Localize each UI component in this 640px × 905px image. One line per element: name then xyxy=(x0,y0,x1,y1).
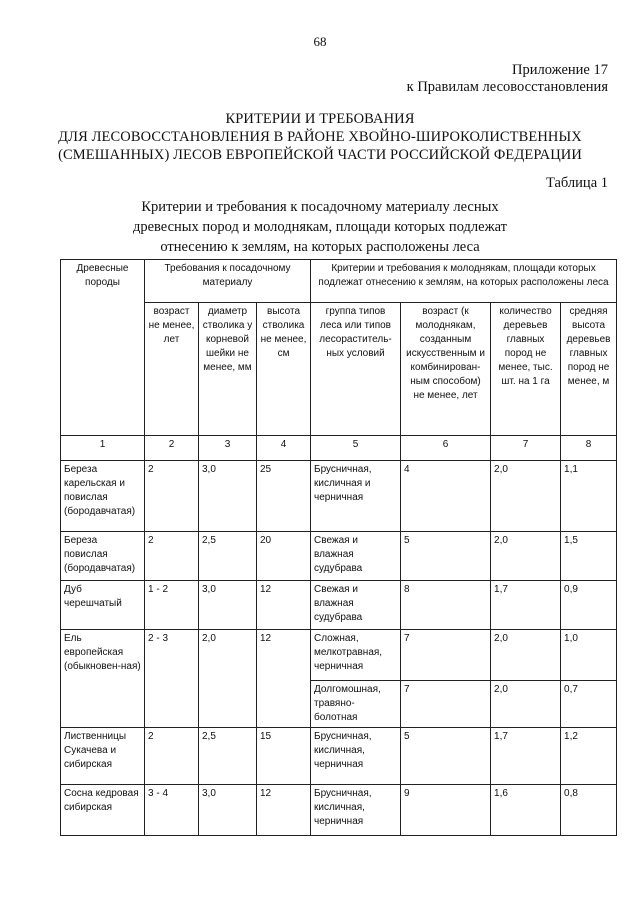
cell-height: 12 xyxy=(257,581,311,630)
cell-diameter: 2,0 xyxy=(199,630,257,728)
table-row xyxy=(61,630,617,681)
cell-age: 2 - 3 xyxy=(145,630,199,728)
cell-tree-count: 1,7 xyxy=(491,728,561,785)
cell-young-age: 9 xyxy=(401,785,491,836)
table-row xyxy=(61,532,617,581)
cell-avg-height: 1,2 xyxy=(561,728,617,785)
title-line-1: КРИТЕРИИ И ТРЕБОВАНИЯ xyxy=(225,111,415,127)
cell-height: 12 xyxy=(257,630,311,728)
column-number: 1 xyxy=(61,436,145,461)
cell-forest-type: Брусничная, кисличная и черничная xyxy=(311,461,401,532)
column-number: 5 xyxy=(311,436,401,461)
cell-forest-type: Долгомошная, травяно-болотная xyxy=(311,681,401,728)
document-title xyxy=(0,110,640,164)
column-number: 3 xyxy=(199,436,257,461)
appendix-line-1: Приложение 17 xyxy=(512,62,608,78)
cell-avg-height: 1,1 xyxy=(561,461,617,532)
cell-diameter: 3,0 xyxy=(199,461,257,532)
cell-diameter: 3,0 xyxy=(199,581,257,630)
cell-species: Ель европейская (обыкновен-ная) xyxy=(61,630,145,728)
header-planting-material: Требования к посадочному материалу xyxy=(145,260,311,303)
header-young-stands: Критерии и требования к молоднякам, площади которых подлежат отнесению к землям, на которых расположены леса xyxy=(311,260,617,303)
cell-height: 15 xyxy=(257,728,311,785)
cell-species: Береза повислая (бородавчатая) xyxy=(61,532,145,581)
cell-age: 2 xyxy=(145,532,199,581)
cell-tree-count: 2,0 xyxy=(491,630,561,681)
subtitle-line-1: Критерии и требования к посадочному материалу лесных xyxy=(141,199,499,215)
cell-diameter: 2,5 xyxy=(199,728,257,785)
subtitle-line-3: отнесению к землям, на которых расположены леса xyxy=(160,239,480,255)
table-row xyxy=(61,785,617,836)
cell-age: 2 xyxy=(145,461,199,532)
title-line-3: (СМЕШАННЫХ) ЛЕСОВ ЕВРОПЕЙСКОЙ ЧАСТИ РОССИЙСКОЙ ФЕДЕРАЦИИ xyxy=(58,147,582,163)
appendix-line-2: к Правилам лесовосстановления xyxy=(406,79,608,95)
table-label: Таблица 1 xyxy=(545,175,608,191)
table-row xyxy=(61,728,617,785)
cell-young-age: 5 xyxy=(401,532,491,581)
cell-diameter: 3,0 xyxy=(199,785,257,836)
column-number: 2 xyxy=(145,436,199,461)
cell-forest-type: Сложная, мелкотравная, черничная xyxy=(311,630,401,681)
column-number: 7 xyxy=(491,436,561,461)
cell-avg-height: 0,8 xyxy=(561,785,617,836)
subheader-age: возраст не менее, лет xyxy=(145,303,199,436)
cell-tree-count: 2,0 xyxy=(491,681,561,728)
appendix-note xyxy=(407,62,608,96)
header-species: Древесные породы xyxy=(61,260,145,436)
column-number: 4 xyxy=(257,436,311,461)
cell-age: 2 xyxy=(145,728,199,785)
subheader-avg-height: средняя высота деревьев главных пород не менее, м xyxy=(561,303,617,436)
cell-tree-count: 2,0 xyxy=(491,532,561,581)
cell-age: 3 - 4 xyxy=(145,785,199,836)
cell-height: 25 xyxy=(257,461,311,532)
cell-species: Дуб черешчатый xyxy=(61,581,145,630)
subheader-diameter: диаметр стволика у корневой шейки не менее, мм xyxy=(199,303,257,436)
column-number: 8 xyxy=(561,436,617,461)
cell-species: Береза карельская и повислая (бородавчатая) xyxy=(61,461,145,532)
cell-young-age: 7 xyxy=(401,681,491,728)
table-subtitle xyxy=(0,197,640,257)
cell-forest-type: Брусничная, кисличная, черничная xyxy=(311,785,401,836)
cell-young-age: 8 xyxy=(401,581,491,630)
cell-height: 12 xyxy=(257,785,311,836)
cell-forest-type: Брусничная, кисличная, черничная xyxy=(311,728,401,785)
subheader-tree-count: количество деревьев главных пород не менее, тыс. шт. на 1 га xyxy=(491,303,561,436)
page-number: 68 xyxy=(313,34,327,49)
column-number-row xyxy=(61,436,617,461)
cell-forest-type: Свежая и влажная судубрава xyxy=(311,532,401,581)
subheader-young-age: возраст (к молоднякам, созданным искусственным и комбинирован-ным способом) не менее, лет xyxy=(401,303,491,436)
cell-tree-count: 1,6 xyxy=(491,785,561,836)
criteria-table xyxy=(60,259,617,836)
subheader-height: высота стволика не менее, см xyxy=(257,303,311,436)
cell-avg-height: 0,9 xyxy=(561,581,617,630)
cell-young-age: 4 xyxy=(401,461,491,532)
table-row xyxy=(61,581,617,630)
subheader-forest-type: группа типов леса или типов лесораститель-ных условий xyxy=(311,303,401,436)
cell-avg-height: 0,7 xyxy=(561,681,617,728)
cell-young-age: 5 xyxy=(401,728,491,785)
table-row xyxy=(61,461,617,532)
cell-forest-type: Свежая и влажная судубрава xyxy=(311,581,401,630)
cell-young-age: 7 xyxy=(401,630,491,681)
cell-species: Лиственницы Сукачева и сибирская xyxy=(61,728,145,785)
cell-avg-height: 1,0 xyxy=(561,630,617,681)
subtitle-line-2: древесных пород и молоднякам, площади которых подлежат xyxy=(132,219,507,235)
cell-tree-count: 2,0 xyxy=(491,461,561,532)
cell-species: Сосна кедровая сибирская xyxy=(61,785,145,836)
title-line-2: ДЛЯ ЛЕСОВОССТАНОВЛЕНИЯ В РАЙОНЕ ХВОЙНО-ШИРОКОЛИСТВЕННЫХ xyxy=(58,129,582,145)
cell-avg-height: 1,5 xyxy=(561,532,617,581)
cell-height: 20 xyxy=(257,532,311,581)
cell-age: 1 - 2 xyxy=(145,581,199,630)
column-number: 6 xyxy=(401,436,491,461)
cell-tree-count: 1,7 xyxy=(491,581,561,630)
cell-diameter: 2,5 xyxy=(199,532,257,581)
